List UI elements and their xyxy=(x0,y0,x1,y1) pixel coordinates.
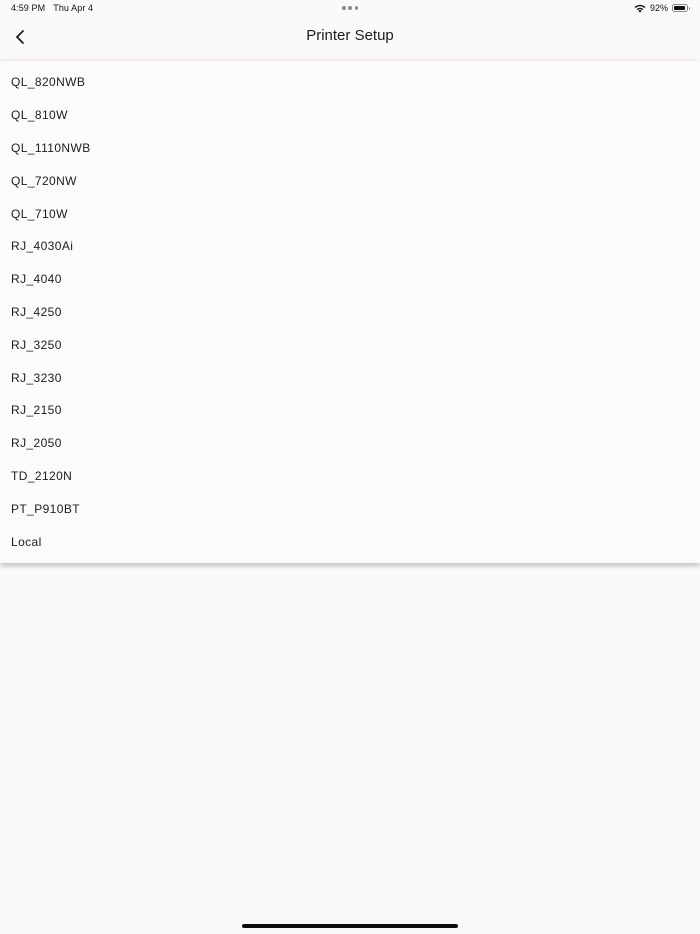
printer-list-item[interactable]: RJ_4250 xyxy=(11,304,62,319)
battery-cap xyxy=(689,7,691,10)
status-time: 4:59 PM xyxy=(11,3,46,13)
printer-list xyxy=(0,61,700,563)
printer-list-item[interactable]: RJ_2050 xyxy=(11,436,62,451)
printer-list-item[interactable]: RJ_4030Ai xyxy=(11,239,74,254)
printer-list-item[interactable]: RJ_2150 xyxy=(11,403,62,418)
home-indicator[interactable] xyxy=(242,924,458,928)
wifi-icon xyxy=(634,4,646,13)
printer-list-item[interactable]: TD_2120N xyxy=(11,468,73,483)
battery-icon xyxy=(672,4,688,12)
status-bar xyxy=(0,0,700,17)
battery-fill xyxy=(674,6,685,10)
status-right xyxy=(634,3,690,13)
printer-list-item[interactable]: QL_1110NWB xyxy=(11,140,91,155)
printer-list-item[interactable]: QL_810W xyxy=(11,108,68,123)
printer-list-item[interactable]: QL_820NWB xyxy=(11,75,86,90)
battery-percent: 92% xyxy=(649,3,668,13)
nav-bar xyxy=(0,17,700,57)
printer-list-item[interactable]: Local xyxy=(11,534,42,549)
multitasking-dots-icon[interactable] xyxy=(342,6,358,10)
printer-list-item[interactable]: PT_P910BT xyxy=(11,501,80,516)
printer-list-item[interactable]: QL_710W xyxy=(11,206,68,221)
page-title: Printer Setup xyxy=(306,27,394,44)
status-left xyxy=(11,3,93,13)
status-date: Thu Apr 4 xyxy=(53,3,94,13)
printer-list-item[interactable]: QL_720NW xyxy=(11,173,77,188)
printer-list-item[interactable]: RJ_3250 xyxy=(11,337,62,352)
printer-list-item[interactable]: RJ_4040 xyxy=(11,272,62,287)
printer-list-item[interactable]: RJ_3230 xyxy=(11,370,62,385)
